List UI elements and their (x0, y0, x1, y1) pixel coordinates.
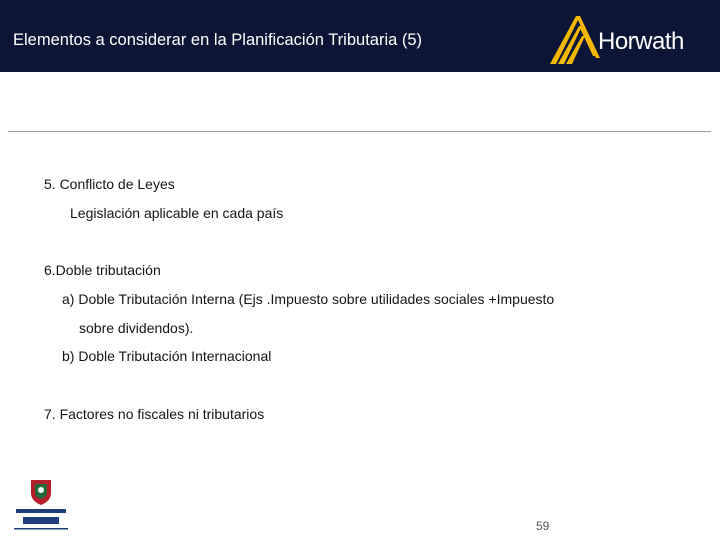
text-line-6: b) Doble Tributación Internacional (62, 348, 272, 364)
text-line-4: a) Doble Tributación Interna (Ejs .Impuesto sobre utilidades sociales +Impuesto (62, 291, 555, 307)
text-line-7: 7. Factores no fiscales ni tributarios (44, 406, 265, 422)
horwath-mark-icon (546, 12, 602, 66)
header-bar (0, 0, 720, 72)
text-line-3: 6.Doble tributación (44, 262, 161, 278)
horwath-logo-text: Horwath (598, 28, 684, 55)
page-number: 59 (536, 519, 550, 533)
text-line-1: 5. Conflicto de Leyes (44, 176, 175, 192)
slide-title: Elementos a considerar en la Planificación Tributaria (5) (13, 31, 423, 49)
text-line-2: Legislación aplicable en cada país (70, 205, 284, 221)
divider (8, 131, 711, 132)
universidad-mayor-logo (10, 478, 72, 533)
text-line-5: sobre dividendos). (79, 320, 194, 336)
horwath-logo (546, 10, 706, 66)
